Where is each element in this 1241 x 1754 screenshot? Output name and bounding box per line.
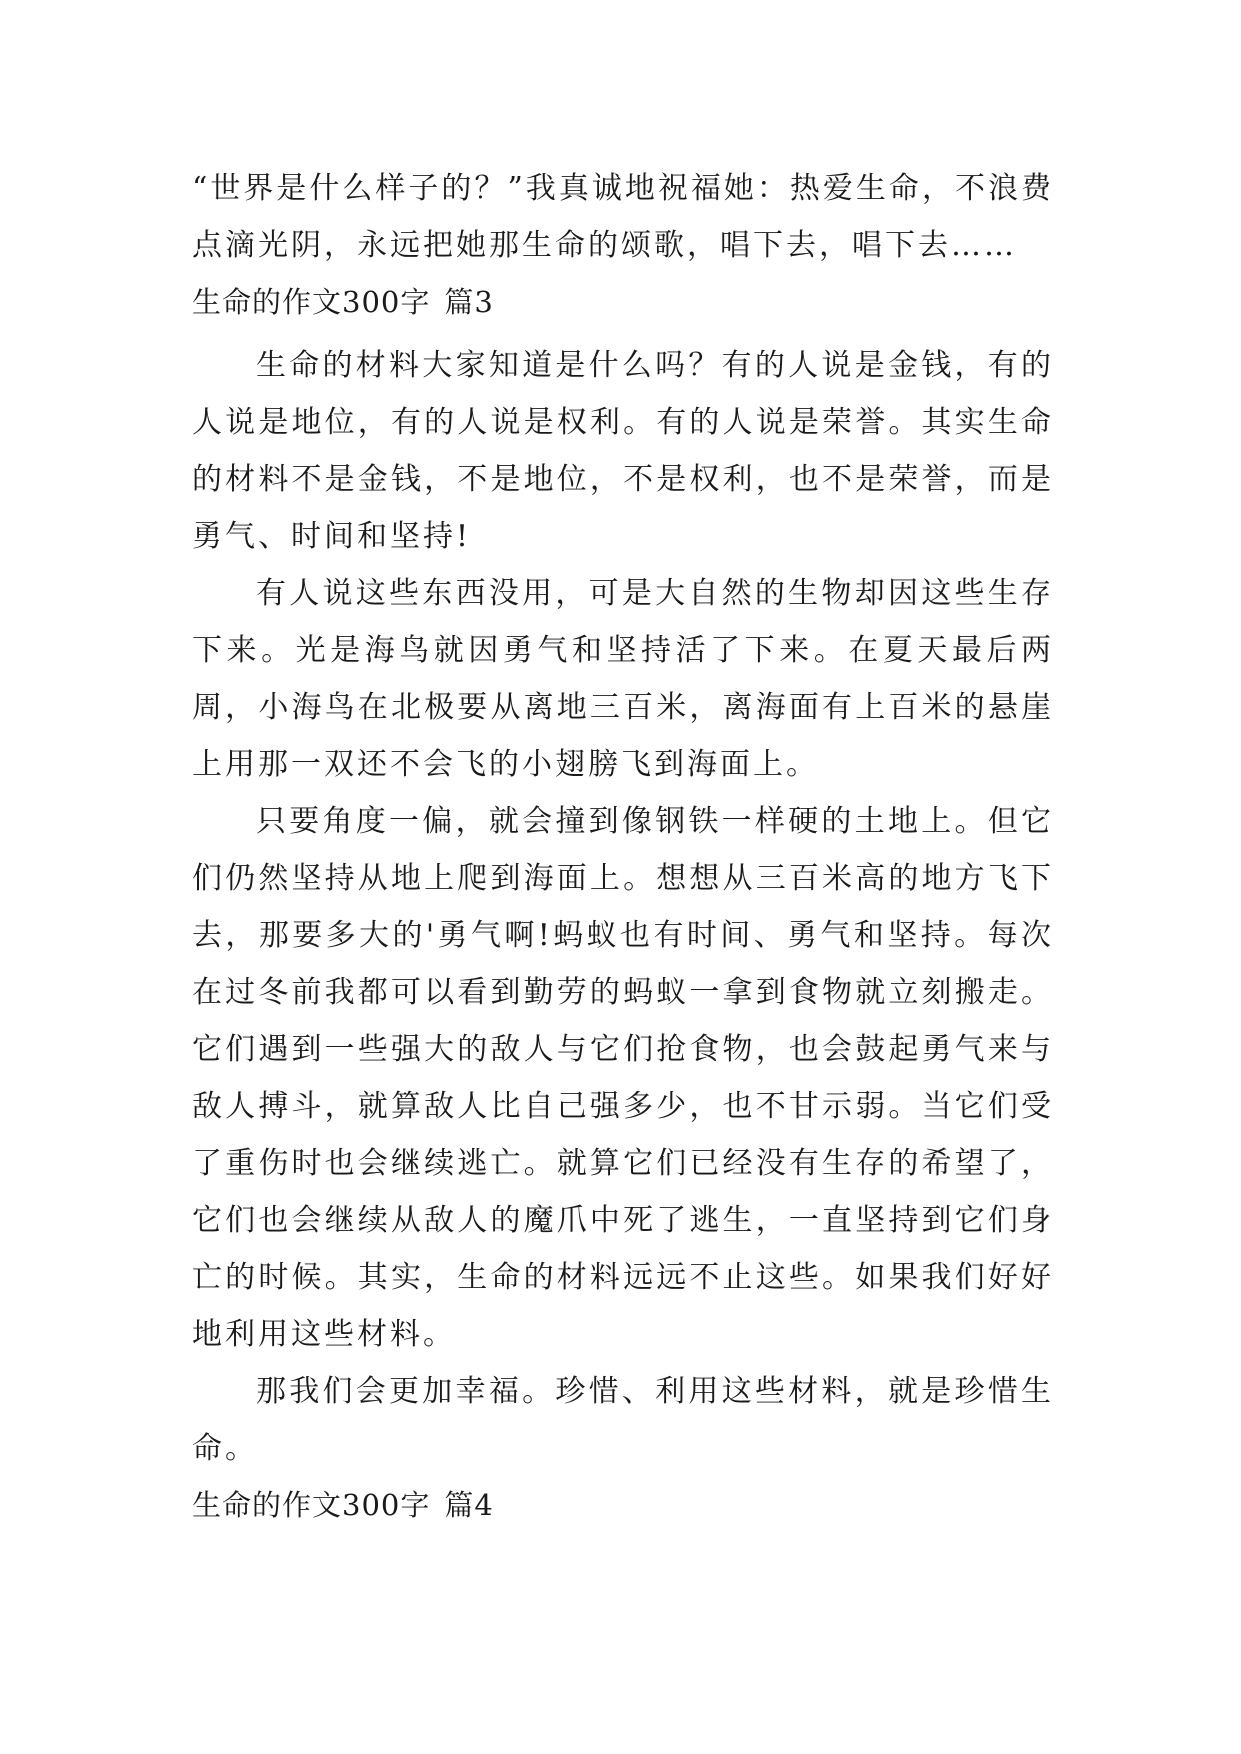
section-heading-number: 篇4 (444, 1488, 494, 1522)
paragraph-cherish-life: 那我们会更加幸福。珍惜、利用这些材料，就是珍惜生命。 (192, 1374, 1054, 1466)
paragraph-seabirds: 有人说这些东西没用，可是大自然的生物却因这些生存下来。光是海鸟就因勇气和坚持活了下来。在夏天最后两周，小海鸟在北极要从离地三百米，离海面有上百米的悬崖上用那一双还不会飞的小翅膀飞到海面上。 (192, 576, 1054, 782)
paragraph-ants: 只要角度一偏，就会撞到像钢铁一样硬的土地上。但它们仍然坚持从地上爬到海面上。想想从三百米高的地方飞下去，那要多大的'勇气啊!蚂蚁也有时间、勇气和坚持。每次在过冬前我都可以看到勤劳的蚂蚁一拿到食物就立刻搬走。它们遇到一些强大的敌人与它们抢食物，也会鼓起勇气来与敌人搏斗，就算敌人比自己强多少，也不甘示弱。当它们受了重伤时也会继续逃亡。就算它们已经没有生存的希望了，它们也会继续从敌人的魔爪中死了逃生，一直坚持到它们身亡的时候。其实，生命的材料远远不止这些。如果我们好好地利用这些材料。 (192, 804, 1054, 1352)
document-body (192, 160, 1054, 1534)
paragraph-materials-of-life: 生命的材料大家知道是什么吗？有的人说是金钱，有的人说是地位，有的人说是权利。有的人说是荣誉。其实生命的材料不是金钱，不是地位，不是权利，也不是荣誉，而是勇气、时间和坚持! (192, 348, 1054, 554)
section-heading-title: 生命的作文300字 (192, 1488, 431, 1522)
paragraph-closing-wish: “世界是什么样子的？”我真诚地祝福她：热爱生命，不浪费点滴光阴，永远把她那生命的颂歌，唱下去，唱下去…… (192, 171, 1054, 263)
section-heading-number: 篇3 (444, 285, 494, 319)
section-heading-3 (192, 274, 1054, 331)
section-heading-4 (192, 1477, 1054, 1534)
section-heading-title: 生命的作文300字 (192, 285, 431, 319)
